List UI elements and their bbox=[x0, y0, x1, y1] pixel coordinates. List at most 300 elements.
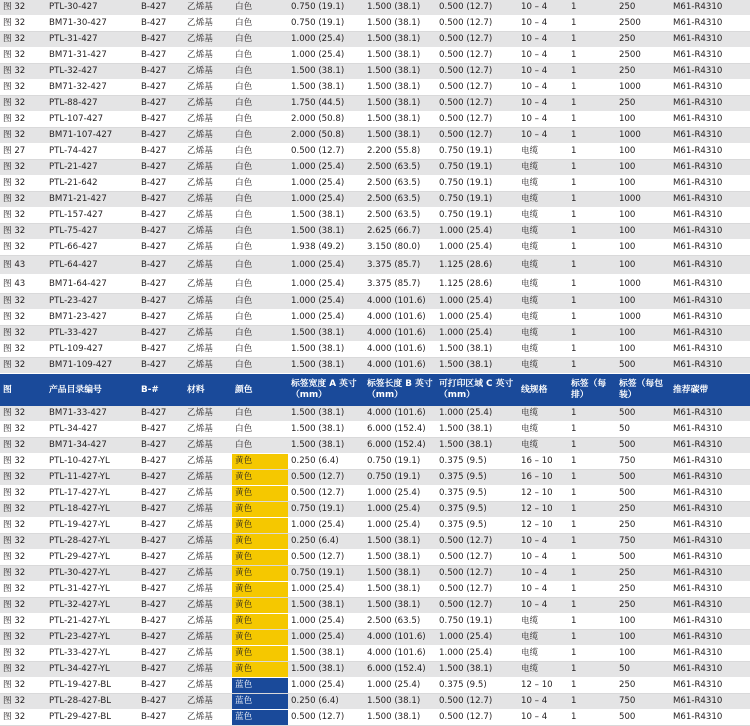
b-number-cell: B-427 bbox=[138, 566, 184, 582]
ribbon-cell: M61-R4310 bbox=[670, 80, 750, 96]
wire-size-cell: 12 – 10 bbox=[518, 678, 568, 694]
material-cell: 乙烯基 bbox=[184, 256, 232, 275]
catalog-number-cell: PTL-33-427-YL bbox=[46, 646, 138, 662]
b-number-cell: B-427 bbox=[138, 710, 184, 726]
figure-cell: 图 32 bbox=[0, 646, 46, 662]
figure-cell: 图 32 bbox=[0, 518, 46, 534]
material-cell: 乙烯基 bbox=[184, 294, 232, 310]
labels-per-pack-cell: 100 bbox=[616, 256, 670, 275]
label-width-cell: 0.250 (6.4) bbox=[288, 534, 364, 550]
printable-area-cell: 1.000 (25.4) bbox=[436, 630, 518, 646]
material-cell: 乙烯基 bbox=[184, 646, 232, 662]
labels-per-row-cell: 1 bbox=[568, 96, 616, 112]
b-number-cell: B-427 bbox=[138, 518, 184, 534]
wire-size-cell: 10 – 4 bbox=[518, 566, 568, 582]
label-width-cell: 1.750 (44.5) bbox=[288, 96, 364, 112]
material-cell: 乙烯基 bbox=[184, 406, 232, 422]
labels-per-pack-cell: 100 bbox=[616, 224, 670, 240]
labels-per-row-cell: 1 bbox=[568, 294, 616, 310]
label-length-cell: 1.500 (38.1) bbox=[364, 566, 436, 582]
labels-per-pack-cell: 250 bbox=[616, 0, 670, 16]
ribbon-cell: M61-R4310 bbox=[670, 582, 750, 598]
label-length-cell: 0.750 (19.1) bbox=[364, 454, 436, 470]
material-cell: 乙烯基 bbox=[184, 662, 232, 678]
catalog-number-cell: PTL-66-427 bbox=[46, 240, 138, 256]
label-length-cell: 4.000 (101.6) bbox=[364, 294, 436, 310]
table-row bbox=[0, 534, 750, 550]
labels-per-row-cell: 1 bbox=[568, 16, 616, 32]
column-header: 颜色 bbox=[232, 374, 288, 407]
b-number-cell: B-427 bbox=[138, 630, 184, 646]
label-length-cell: 2.500 (63.5) bbox=[364, 614, 436, 630]
catalog-number-cell: PTL-64-427 bbox=[46, 256, 138, 275]
b-number-cell: B-427 bbox=[138, 112, 184, 128]
label-length-cell: 4.000 (101.6) bbox=[364, 406, 436, 422]
column-header: 产品目录编号 bbox=[46, 374, 138, 407]
table-row bbox=[0, 32, 750, 48]
catalog-number-cell: PTL-21-427-YL bbox=[46, 614, 138, 630]
label-width-cell: 1.000 (25.4) bbox=[288, 310, 364, 326]
ribbon-cell: M61-R4310 bbox=[670, 502, 750, 518]
figure-cell: 图 32 bbox=[0, 192, 46, 208]
label-width-cell: 1.000 (25.4) bbox=[288, 294, 364, 310]
label-length-cell: 4.000 (101.6) bbox=[364, 310, 436, 326]
ribbon-cell: M61-R4310 bbox=[670, 630, 750, 646]
wire-size-cell: 电缆 bbox=[518, 294, 568, 310]
color-cell: 白色 bbox=[232, 275, 288, 294]
b-number-cell: B-427 bbox=[138, 240, 184, 256]
figure-cell: 图 32 bbox=[0, 454, 46, 470]
wire-size-cell: 电缆 bbox=[518, 240, 568, 256]
printable-area-cell: 1.000 (25.4) bbox=[436, 240, 518, 256]
printable-area-cell: 1.000 (25.4) bbox=[436, 310, 518, 326]
b-number-cell: B-427 bbox=[138, 16, 184, 32]
printable-area-cell: 0.500 (12.7) bbox=[436, 582, 518, 598]
labels-per-row-cell: 1 bbox=[568, 550, 616, 566]
label-length-cell: 1.000 (25.4) bbox=[364, 518, 436, 534]
color-cell: 白色 bbox=[232, 96, 288, 112]
figure-cell: 图 32 bbox=[0, 128, 46, 144]
labels-per-row-cell: 1 bbox=[568, 275, 616, 294]
material-cell: 乙烯基 bbox=[184, 614, 232, 630]
printable-area-cell: 1.500 (38.1) bbox=[436, 422, 518, 438]
label-length-cell: 2.500 (63.5) bbox=[364, 160, 436, 176]
labels-per-pack-cell: 500 bbox=[616, 406, 670, 422]
catalog-number-cell: BM71-64-427 bbox=[46, 275, 138, 294]
table-row bbox=[0, 176, 750, 192]
catalog-number-cell: PTL-28-427-BL bbox=[46, 694, 138, 710]
labels-per-pack-cell: 1000 bbox=[616, 192, 670, 208]
color-cell: 黄色 bbox=[232, 550, 288, 566]
b-number-cell: B-427 bbox=[138, 342, 184, 358]
printable-area-cell: 0.375 (9.5) bbox=[436, 454, 518, 470]
figure-cell: 图 32 bbox=[0, 310, 46, 326]
material-cell: 乙烯基 bbox=[184, 454, 232, 470]
label-length-cell: 2.500 (63.5) bbox=[364, 208, 436, 224]
labels-per-row-cell: 1 bbox=[568, 710, 616, 726]
wire-size-cell: 电缆 bbox=[518, 310, 568, 326]
label-width-cell: 1.000 (25.4) bbox=[288, 582, 364, 598]
label-length-cell: 1.500 (38.1) bbox=[364, 694, 436, 710]
labels-per-pack-cell: 1000 bbox=[616, 128, 670, 144]
color-cell: 黄色 bbox=[232, 646, 288, 662]
label-length-cell: 0.750 (19.1) bbox=[364, 470, 436, 486]
printable-area-cell: 1.125 (28.6) bbox=[436, 275, 518, 294]
label-length-cell: 4.000 (101.6) bbox=[364, 630, 436, 646]
column-header: 推荐碳带 bbox=[670, 374, 750, 407]
b-number-cell: B-427 bbox=[138, 406, 184, 422]
color-cell: 黄色 bbox=[232, 614, 288, 630]
catalog-number-cell: PTL-75-427 bbox=[46, 224, 138, 240]
label-width-cell: 1.500 (38.1) bbox=[288, 438, 364, 454]
catalog-number-cell: PTL-28-427-YL bbox=[46, 534, 138, 550]
material-cell: 乙烯基 bbox=[184, 275, 232, 294]
labels-per-pack-cell: 100 bbox=[616, 144, 670, 160]
ribbon-cell: M61-R4310 bbox=[670, 144, 750, 160]
label-length-cell: 1.500 (38.1) bbox=[364, 0, 436, 16]
wire-size-cell: 10 – 4 bbox=[518, 534, 568, 550]
label-width-cell: 0.750 (19.1) bbox=[288, 0, 364, 16]
labels-per-row-cell: 1 bbox=[568, 566, 616, 582]
table-row bbox=[0, 422, 750, 438]
table-row bbox=[0, 112, 750, 128]
wire-size-cell: 电缆 bbox=[518, 358, 568, 374]
labels-per-row-cell: 1 bbox=[568, 438, 616, 454]
figure-cell: 图 32 bbox=[0, 294, 46, 310]
ribbon-cell: M61-R4310 bbox=[670, 518, 750, 534]
labels-per-row-cell: 1 bbox=[568, 614, 616, 630]
label-width-cell: 1.500 (38.1) bbox=[288, 208, 364, 224]
label-width-cell: 1.000 (25.4) bbox=[288, 678, 364, 694]
catalog-number-cell: PTL-21-427 bbox=[46, 160, 138, 176]
label-width-cell: 1.500 (38.1) bbox=[288, 598, 364, 614]
labels-per-row-cell: 1 bbox=[568, 502, 616, 518]
wire-size-cell: 电缆 bbox=[518, 275, 568, 294]
figure-cell: 图 32 bbox=[0, 176, 46, 192]
table-row bbox=[0, 240, 750, 256]
figure-cell: 图 32 bbox=[0, 160, 46, 176]
figure-cell: 图 32 bbox=[0, 358, 46, 374]
material-cell: 乙烯基 bbox=[184, 0, 232, 16]
wire-size-cell: 10 – 4 bbox=[518, 550, 568, 566]
material-cell: 乙烯基 bbox=[184, 550, 232, 566]
labels-per-row-cell: 1 bbox=[568, 112, 616, 128]
figure-cell: 图 32 bbox=[0, 598, 46, 614]
figure-cell: 图 32 bbox=[0, 48, 46, 64]
figure-cell: 图 32 bbox=[0, 582, 46, 598]
labels-per-row-cell: 1 bbox=[568, 518, 616, 534]
material-cell: 乙烯基 bbox=[184, 144, 232, 160]
wire-size-cell: 10 – 4 bbox=[518, 694, 568, 710]
labels-per-row-cell: 1 bbox=[568, 694, 616, 710]
table-row bbox=[0, 342, 750, 358]
column-header: 标签（每包装） bbox=[616, 374, 670, 407]
column-header: 标签宽度 A 英寸（mm） bbox=[288, 374, 364, 407]
b-number-cell: B-427 bbox=[138, 0, 184, 16]
labels-per-pack-cell: 750 bbox=[616, 454, 670, 470]
catalog-number-cell: PTL-29-427-BL bbox=[46, 710, 138, 726]
b-number-cell: B-427 bbox=[138, 438, 184, 454]
material-cell: 乙烯基 bbox=[184, 566, 232, 582]
table-row bbox=[0, 128, 750, 144]
color-cell: 白色 bbox=[232, 208, 288, 224]
wire-size-cell: 电缆 bbox=[518, 438, 568, 454]
figure-cell: 图 32 bbox=[0, 502, 46, 518]
b-number-cell: B-427 bbox=[138, 192, 184, 208]
table-row bbox=[0, 224, 750, 240]
label-width-cell: 2.000 (50.8) bbox=[288, 128, 364, 144]
labels-per-pack-cell: 250 bbox=[616, 64, 670, 80]
table-row bbox=[0, 310, 750, 326]
figure-cell: 图 32 bbox=[0, 630, 46, 646]
label-width-cell: 0.500 (12.7) bbox=[288, 144, 364, 160]
material-cell: 乙烯基 bbox=[184, 192, 232, 208]
figure-cell: 图 43 bbox=[0, 256, 46, 275]
wire-size-cell: 电缆 bbox=[518, 224, 568, 240]
labels-per-pack-cell: 100 bbox=[616, 326, 670, 342]
table-row bbox=[0, 96, 750, 112]
b-number-cell: B-427 bbox=[138, 534, 184, 550]
wire-size-cell: 10 – 4 bbox=[518, 598, 568, 614]
labels-per-pack-cell: 1000 bbox=[616, 275, 670, 294]
wire-size-cell: 10 – 4 bbox=[518, 64, 568, 80]
ribbon-cell: M61-R4310 bbox=[670, 438, 750, 454]
b-number-cell: B-427 bbox=[138, 256, 184, 275]
printable-area-cell: 0.500 (12.7) bbox=[436, 64, 518, 80]
label-width-cell: 1.000 (25.4) bbox=[288, 275, 364, 294]
table-row bbox=[0, 64, 750, 80]
material-cell: 乙烯基 bbox=[184, 582, 232, 598]
ribbon-cell: M61-R4310 bbox=[670, 64, 750, 80]
wire-size-cell: 16 – 10 bbox=[518, 454, 568, 470]
color-cell: 黄色 bbox=[232, 662, 288, 678]
ribbon-cell: M61-R4310 bbox=[670, 16, 750, 32]
color-cell: 白色 bbox=[232, 358, 288, 374]
figure-cell: 图 32 bbox=[0, 112, 46, 128]
labels-per-pack-cell: 500 bbox=[616, 438, 670, 454]
printable-area-cell: 0.750 (19.1) bbox=[436, 144, 518, 160]
labels-per-row-cell: 1 bbox=[568, 358, 616, 374]
labels-per-pack-cell: 1000 bbox=[616, 310, 670, 326]
catalog-number-cell: PTL-74-427 bbox=[46, 144, 138, 160]
wire-size-cell: 10 – 4 bbox=[518, 48, 568, 64]
labels-per-pack-cell: 500 bbox=[616, 710, 670, 726]
material-cell: 乙烯基 bbox=[184, 678, 232, 694]
printable-area-cell: 1.000 (25.4) bbox=[436, 406, 518, 422]
printable-area-cell: 1.000 (25.4) bbox=[436, 646, 518, 662]
printable-area-cell: 0.500 (12.7) bbox=[436, 0, 518, 16]
label-width-cell: 2.000 (50.8) bbox=[288, 112, 364, 128]
catalog-number-cell: BM71-23-427 bbox=[46, 310, 138, 326]
color-cell: 黄色 bbox=[232, 502, 288, 518]
labels-per-row-cell: 1 bbox=[568, 192, 616, 208]
catalog-number-cell: PTL-157-427 bbox=[46, 208, 138, 224]
label-length-cell: 1.000 (25.4) bbox=[364, 678, 436, 694]
labels-per-row-cell: 1 bbox=[568, 208, 616, 224]
ribbon-cell: M61-R4310 bbox=[670, 486, 750, 502]
wire-size-cell: 12 – 10 bbox=[518, 486, 568, 502]
label-width-cell: 1.000 (25.4) bbox=[288, 176, 364, 192]
label-length-cell: 4.000 (101.6) bbox=[364, 646, 436, 662]
ribbon-cell: M61-R4310 bbox=[670, 48, 750, 64]
figure-cell: 图 32 bbox=[0, 64, 46, 80]
table-row bbox=[0, 0, 750, 16]
labels-per-pack-cell: 100 bbox=[616, 240, 670, 256]
ribbon-cell: M61-R4310 bbox=[670, 598, 750, 614]
table-row bbox=[0, 326, 750, 342]
wire-size-cell: 10 – 4 bbox=[518, 80, 568, 96]
labels-per-pack-cell: 750 bbox=[616, 694, 670, 710]
catalog-number-cell: PTL-34-427 bbox=[46, 422, 138, 438]
catalog-number-cell: BM71-109-427 bbox=[46, 358, 138, 374]
label-length-cell: 4.000 (101.6) bbox=[364, 342, 436, 358]
label-length-cell: 4.000 (101.6) bbox=[364, 358, 436, 374]
catalog-number-cell: PTL-30-427-YL bbox=[46, 566, 138, 582]
label-width-cell: 1.000 (25.4) bbox=[288, 32, 364, 48]
wire-size-cell: 16 – 10 bbox=[518, 470, 568, 486]
material-cell: 乙烯基 bbox=[184, 710, 232, 726]
figure-cell: 图 32 bbox=[0, 208, 46, 224]
table-row bbox=[0, 294, 750, 310]
label-width-cell: 1.500 (38.1) bbox=[288, 326, 364, 342]
table-row bbox=[0, 646, 750, 662]
ribbon-cell: M61-R4310 bbox=[670, 470, 750, 486]
wire-size-cell: 电缆 bbox=[518, 144, 568, 160]
wire-size-cell: 10 – 4 bbox=[518, 32, 568, 48]
printable-area-cell: 1.500 (38.1) bbox=[436, 438, 518, 454]
label-width-cell: 0.250 (6.4) bbox=[288, 454, 364, 470]
labels-per-pack-cell: 100 bbox=[616, 630, 670, 646]
figure-cell: 图 32 bbox=[0, 678, 46, 694]
labels-per-pack-cell: 100 bbox=[616, 294, 670, 310]
material-cell: 乙烯基 bbox=[184, 470, 232, 486]
labels-per-pack-cell: 100 bbox=[616, 160, 670, 176]
color-cell: 蓝色 bbox=[232, 710, 288, 726]
label-length-cell: 4.000 (101.6) bbox=[364, 326, 436, 342]
catalog-number-cell: PTL-19-427-BL bbox=[46, 678, 138, 694]
column-header: 标签长度 B 英寸（mm） bbox=[364, 374, 436, 407]
labels-per-row-cell: 1 bbox=[568, 486, 616, 502]
labels-per-pack-cell: 250 bbox=[616, 502, 670, 518]
b-number-cell: B-427 bbox=[138, 646, 184, 662]
printable-area-cell: 0.750 (19.1) bbox=[436, 192, 518, 208]
ribbon-cell: M61-R4310 bbox=[670, 614, 750, 630]
color-cell: 白色 bbox=[232, 240, 288, 256]
table-row bbox=[0, 275, 750, 294]
ribbon-cell: M61-R4310 bbox=[670, 128, 750, 144]
catalog-number-cell: PTL-10-427-YL bbox=[46, 454, 138, 470]
label-width-cell: 1.000 (25.4) bbox=[288, 518, 364, 534]
label-width-cell: 1.000 (25.4) bbox=[288, 192, 364, 208]
label-width-cell: 0.500 (12.7) bbox=[288, 486, 364, 502]
ribbon-cell: M61-R4310 bbox=[670, 358, 750, 374]
label-length-cell: 3.375 (85.7) bbox=[364, 256, 436, 275]
labels-per-row-cell: 1 bbox=[568, 240, 616, 256]
material-cell: 乙烯基 bbox=[184, 518, 232, 534]
ribbon-cell: M61-R4310 bbox=[670, 422, 750, 438]
labels-per-pack-cell: 50 bbox=[616, 422, 670, 438]
labels-per-pack-cell: 500 bbox=[616, 550, 670, 566]
label-width-cell: 1.000 (25.4) bbox=[288, 614, 364, 630]
material-cell: 乙烯基 bbox=[184, 208, 232, 224]
labels-per-pack-cell: 1000 bbox=[616, 80, 670, 96]
wire-size-cell: 电缆 bbox=[518, 160, 568, 176]
wire-size-cell: 电缆 bbox=[518, 192, 568, 208]
labels-per-row-cell: 1 bbox=[568, 176, 616, 192]
catalog-number-cell: PTL-30-427 bbox=[46, 0, 138, 16]
printable-area-cell: 0.500 (12.7) bbox=[436, 694, 518, 710]
color-cell: 白色 bbox=[232, 438, 288, 454]
label-width-cell: 1.000 (25.4) bbox=[288, 160, 364, 176]
catalog-number-cell: BM71-33-427 bbox=[46, 406, 138, 422]
wire-size-cell: 电缆 bbox=[518, 326, 568, 342]
figure-cell: 图 32 bbox=[0, 486, 46, 502]
printable-area-cell: 0.500 (12.7) bbox=[436, 16, 518, 32]
column-header: 标签（每排） bbox=[568, 374, 616, 407]
color-cell: 白色 bbox=[232, 176, 288, 192]
table-row bbox=[0, 192, 750, 208]
table-row bbox=[0, 438, 750, 454]
material-cell: 乙烯基 bbox=[184, 422, 232, 438]
b-number-cell: B-427 bbox=[138, 310, 184, 326]
catalog-number-cell: PTL-23-427-YL bbox=[46, 630, 138, 646]
figure-cell: 图 32 bbox=[0, 422, 46, 438]
ribbon-cell: M61-R4310 bbox=[670, 240, 750, 256]
catalog-number-cell: PTL-31-427 bbox=[46, 32, 138, 48]
b-number-cell: B-427 bbox=[138, 32, 184, 48]
figure-cell: 图 32 bbox=[0, 534, 46, 550]
labels-per-row-cell: 1 bbox=[568, 0, 616, 16]
printable-area-cell: 0.500 (12.7) bbox=[436, 96, 518, 112]
catalog-number-cell: PTL-32-427 bbox=[46, 64, 138, 80]
color-cell: 白色 bbox=[232, 256, 288, 275]
catalog-number-cell: PTL-18-427-YL bbox=[46, 502, 138, 518]
wire-size-cell: 电缆 bbox=[518, 646, 568, 662]
labels-per-pack-cell: 250 bbox=[616, 518, 670, 534]
b-number-cell: B-427 bbox=[138, 64, 184, 80]
b-number-cell: B-427 bbox=[138, 160, 184, 176]
catalog-number-cell: BM71-21-427 bbox=[46, 192, 138, 208]
figure-cell: 图 32 bbox=[0, 710, 46, 726]
b-number-cell: B-427 bbox=[138, 486, 184, 502]
labels-per-pack-cell: 100 bbox=[616, 208, 670, 224]
table-row bbox=[0, 486, 750, 502]
label-length-cell: 1.500 (38.1) bbox=[364, 582, 436, 598]
printable-area-cell: 0.750 (19.1) bbox=[436, 160, 518, 176]
label-width-cell: 1.938 (49.2) bbox=[288, 240, 364, 256]
material-cell: 乙烯基 bbox=[184, 16, 232, 32]
ribbon-cell: M61-R4310 bbox=[670, 566, 750, 582]
label-length-cell: 1.500 (38.1) bbox=[364, 534, 436, 550]
labels-per-pack-cell: 250 bbox=[616, 32, 670, 48]
column-header: 图 bbox=[0, 374, 46, 407]
table-row bbox=[0, 518, 750, 534]
catalog-number-cell: BM71-32-427 bbox=[46, 80, 138, 96]
printable-area-cell: 0.500 (12.7) bbox=[436, 112, 518, 128]
material-cell: 乙烯基 bbox=[184, 326, 232, 342]
material-cell: 乙烯基 bbox=[184, 48, 232, 64]
labels-per-row-cell: 1 bbox=[568, 310, 616, 326]
ribbon-cell: M61-R4310 bbox=[670, 256, 750, 275]
catalog-number-cell: PTL-107-427 bbox=[46, 112, 138, 128]
printable-area-cell: 0.375 (9.5) bbox=[436, 678, 518, 694]
label-length-cell: 2.500 (63.5) bbox=[364, 176, 436, 192]
material-cell: 乙烯基 bbox=[184, 358, 232, 374]
printable-area-cell: 0.750 (19.1) bbox=[436, 208, 518, 224]
label-width-cell: 1.000 (25.4) bbox=[288, 256, 364, 275]
labels-per-row-cell: 1 bbox=[568, 454, 616, 470]
figure-cell: 图 32 bbox=[0, 342, 46, 358]
